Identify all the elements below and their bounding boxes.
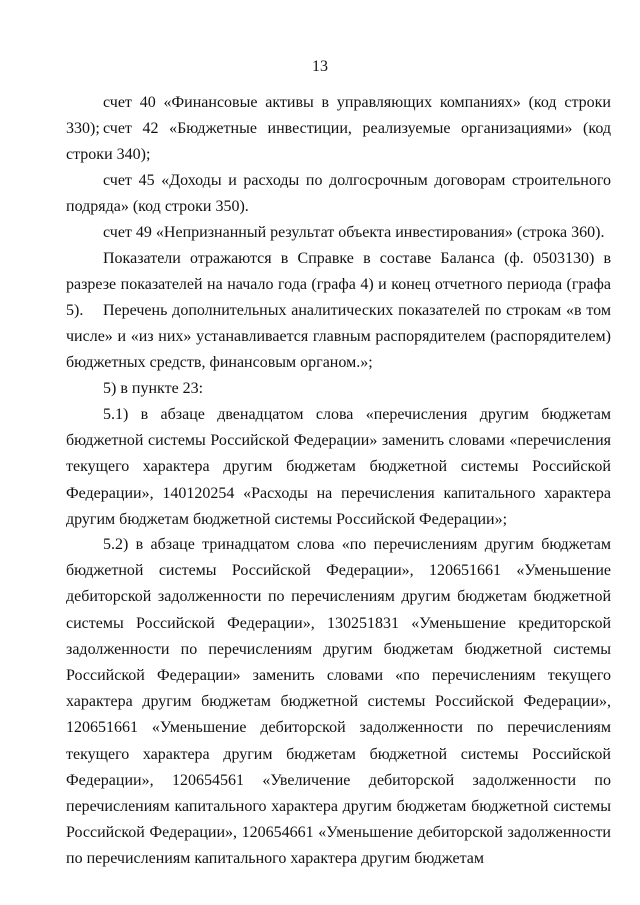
paragraph-account-49: счет 49 «Непризнанный результат объекта инвестирования» (строка 360). [103,224,605,241]
paragraph-analytical-indicators: Перечень дополнительных аналитических показателей по строкам «в том числе» и «из них» устанавливается главным распорядителем (распорядителем) бюджетных средств, финансовым органом.»; [66,302,611,372]
paragraph-balance-reference: Показатели отражаются в Справке в составе Баланса (ф. 0503130) в разрезе показателей на начало года (графа 4) и конец отчетного периода (графа 5). [66,250,611,320]
paragraph-account-40: счет 40 «Финансовые активы в управляющих компаниях» (код строки 330); [66,94,611,138]
paragraph-account-45: счет 45 «Доходы и расходы по долгосрочным договорам строительного подряда» (код строки 350). [66,172,611,216]
paragraph-item-5: 5) в пункте 23: [103,380,204,397]
paragraph-item-5-2: 5.2) в абзаце тринадцатом слова «по перечислениям другим бюджетам бюджетной системы Российской Федерации», 120651661 «Уменьшение дебиторской задолженности по перечислениям другим бюджетам бюджетной системы Российской Федерации», 130251831 «Уменьшение кредиторской задолженности по перечислениям другим бюджетам бюджетной системы Российской Федерации» заменить словами «по перечислениям текущего характера другим бюджетам бюджетной системы Российской Федерации», 120651661 «Уменьшение дебиторской задолженности по перечислениям текущего характера другим бюджетам бюджетной системы Российской Федерации», 120654561 «Увеличение дебиторской задолженности по перечислениям капитального характера другим бюджетам бюджетной системы Российской Федерации», 120654661 «Уменьшение дебиторской задолженности по перечислениям капитального характера другим бюджетам [66,536,611,868]
paragraph-item-5-1: 5.1) в абзаце двенадцатом слова «перечисления другим бюджетам бюджетной системы Российской Федерации» заменить словами «перечисления текущего характера другим бюджетам бюджетной системы Российской Федерации», 140120254 «Расходы на перечисления капитального характера другим бюджетам бюджетной системы Российской Федерации»; [66,406,611,528]
page-number: 13 [312,58,328,75]
paragraph-account-42: счет 42 «Бюджетные инвестиции, реализуемые организациями» (код строки 340); [66,120,611,164]
